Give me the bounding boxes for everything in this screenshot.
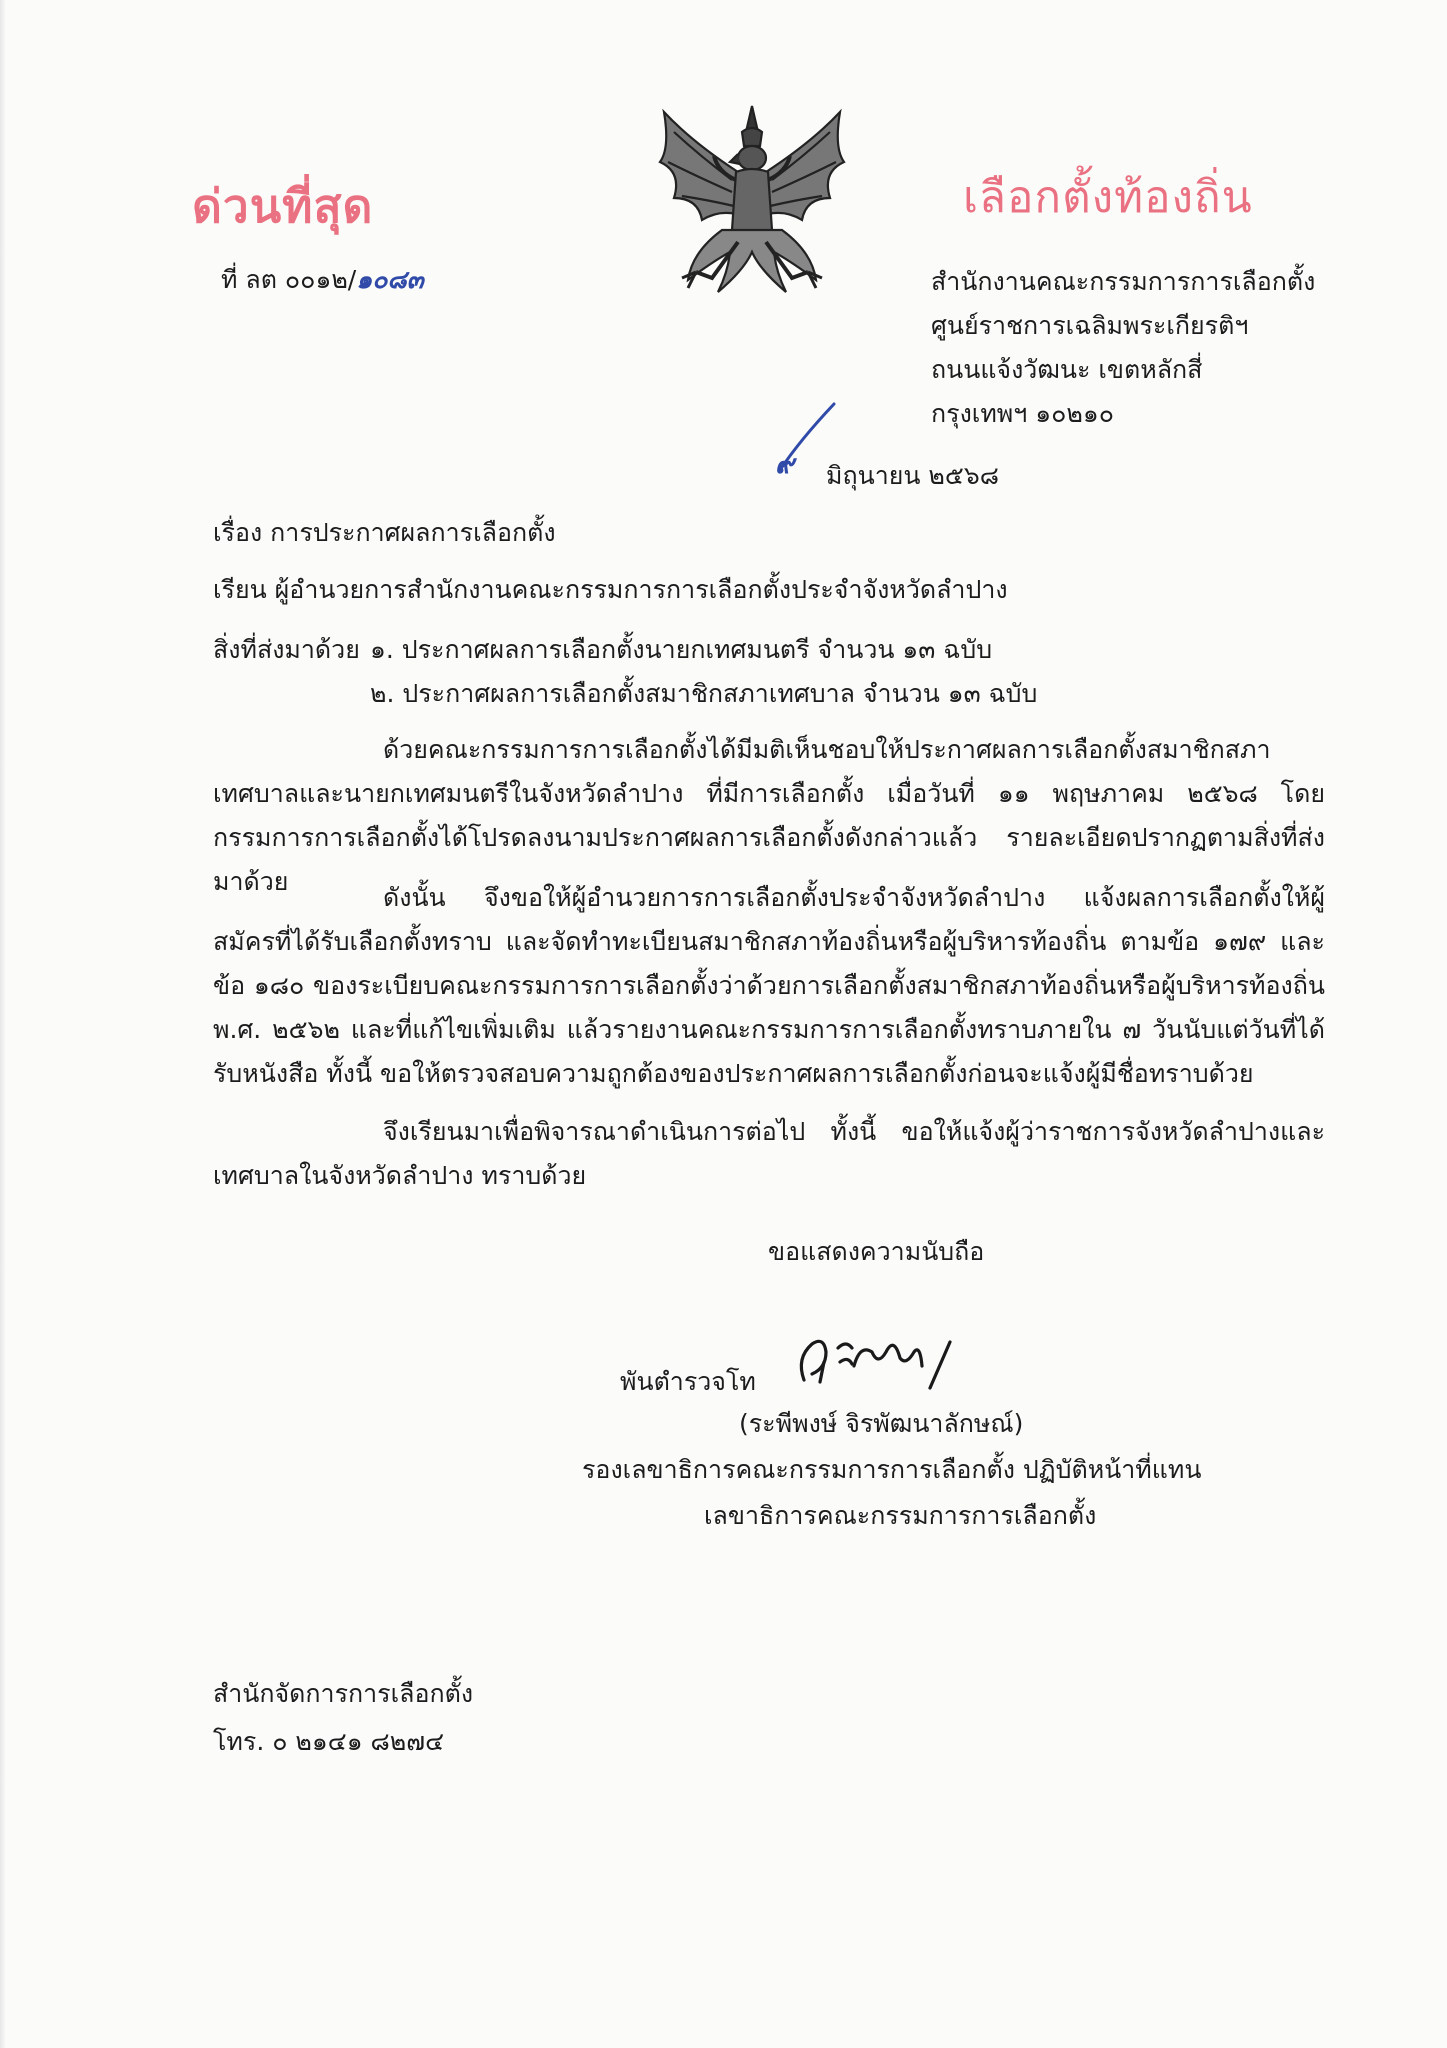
signatory-name: (ระพีพงษ์ จิรพัฒนาลักษณ์) xyxy=(739,1409,1024,1438)
address-line: สำนักงานคณะกรรมการการเลือกตั้ง xyxy=(931,267,1316,296)
body-paragraph xyxy=(213,1110,1325,1198)
enclosures-label: สิ่งที่ส่งมาด้วย xyxy=(213,635,360,664)
body-paragraph-text: ด้วยคณะกรรมการการเลือกตั้งได้มีมติเห็นชอบให้ประกาศผลการเลือกตั้งสมาชิกสภาเทศบาลและนายกเทศมนตรีในจังหวัดลำปาง ที่มีการเลือกตั้ง เมื่อวันที่ ๑๑ พฤษภาคม ๒๕๖๘ โดยกรรมการการเลือกตั้งได้โปรดลงนามประกาศผลการเลือกตั้งดังกล่าวแล้ว รายละเอียดปรากฏตามสิ่งที่ส่งมาด้วย xyxy=(213,735,1325,896)
address-line: ถนนแจ้งวัฒนะ เขตหลักสี่ xyxy=(931,355,1203,384)
body-paragraph-text: จึงเรียนมาเพื่อพิจารณาดำเนินการต่อไป ทั้งนี้ ขอให้แจ้งผู้ว่าราชการจังหวัดลำปางและเทศบาลในจังหวัดลำปาง ทราบด้วย xyxy=(213,1117,1325,1190)
footer-phone: โทร. ๐ ๒๑๔๑ ๘๒๗๔ xyxy=(213,1727,445,1756)
enclosure-item: ๑. ประกาศผลการเลือกตั้งนายกเทศมนตรี จำนวน ๑๓ ฉบับ xyxy=(370,635,993,664)
date-day-handwritten: ๙ xyxy=(775,450,795,480)
footer-department: สำนักจัดการการเลือกตั้ง xyxy=(213,1679,474,1708)
body-paragraph xyxy=(213,876,1325,1096)
handwritten-signature xyxy=(790,1322,960,1394)
enclosure-item: ๒. ประกาศผลการเลือกตั้งสมาชิกสภาเทศบาล จำนวน ๑๓ ฉบับ xyxy=(370,679,1038,708)
signatory-rank: พันตำรวจโท xyxy=(620,1367,756,1396)
reference-number xyxy=(221,260,424,300)
letter-subject: เรื่อง การประกาศผลการเลือกตั้ง xyxy=(213,518,556,547)
letter-recipient: เรียน ผู้อำนวยการสำนักงานคณะกรรมการการเลือกตั้งประจำจังหวัดลำปาง xyxy=(213,575,1008,604)
reference-handwritten-number: ๑๐๘๓ xyxy=(356,265,424,294)
garuda-emblem-icon xyxy=(652,102,852,300)
signatory-position: รองเลขาธิการคณะกรรมการการเลือกตั้ง ปฏิบัติหน้าที่แทน xyxy=(582,1455,1202,1484)
letter-date: มิถุนายน ๒๕๖๘ xyxy=(826,461,999,490)
urgency-stamp: ด่วนที่สุด xyxy=(192,179,374,233)
category-stamp: เลือกตั้งท้องถิ่น xyxy=(963,172,1253,223)
scan-edge xyxy=(0,0,6,2048)
reference-prefix: ที่ ลต ๐๐๑๒/ xyxy=(221,265,357,294)
address-line: ศูนย์ราชการเฉลิมพระเกียรติฯ xyxy=(931,311,1249,340)
signatory-position: เลขาธิการคณะกรรมการการเลือกตั้ง xyxy=(704,1501,1097,1530)
body-paragraph-text: ดังนั้น จึงขอให้ผู้อำนวยการการเลือกตั้งประจำจังหวัดลำปาง แจ้งผลการเลือกตั้งให้ผู้สมัครที่ได้รับเลือกตั้งทราบ และจัดทำทะเบียนสมาชิกสภาท้องถิ่นหรือผู้บริหารท้องถิ่น ตามข้อ ๑๗๙ และข้อ ๑๘๐ ของระเบียบคณะกรรมการการเลือกตั้งว่าด้วยการเลือกตั้งสมาชิกสภาท้องถิ่นหรือผู้บริหารท้องถิ่น พ.ศ. ๒๕๖๒ และที่แก้ไขเพิ่มเติม แล้วรายงานคณะกรรมการการเลือกตั้งทราบภายใน ๗ วันนับแต่วันที่ได้รับหนังสือ ทั้งนี้ ขอให้ตรวจสอบความถูกต้องของประกาศผลการเลือกตั้งก่อนจะแจ้งผู้มีชื่อทราบด้วย xyxy=(213,883,1325,1088)
address-line: กรุงเทพฯ ๑๐๒๑๐ xyxy=(931,399,1114,428)
closing-phrase: ขอแสดงความนับถือ xyxy=(768,1237,985,1266)
